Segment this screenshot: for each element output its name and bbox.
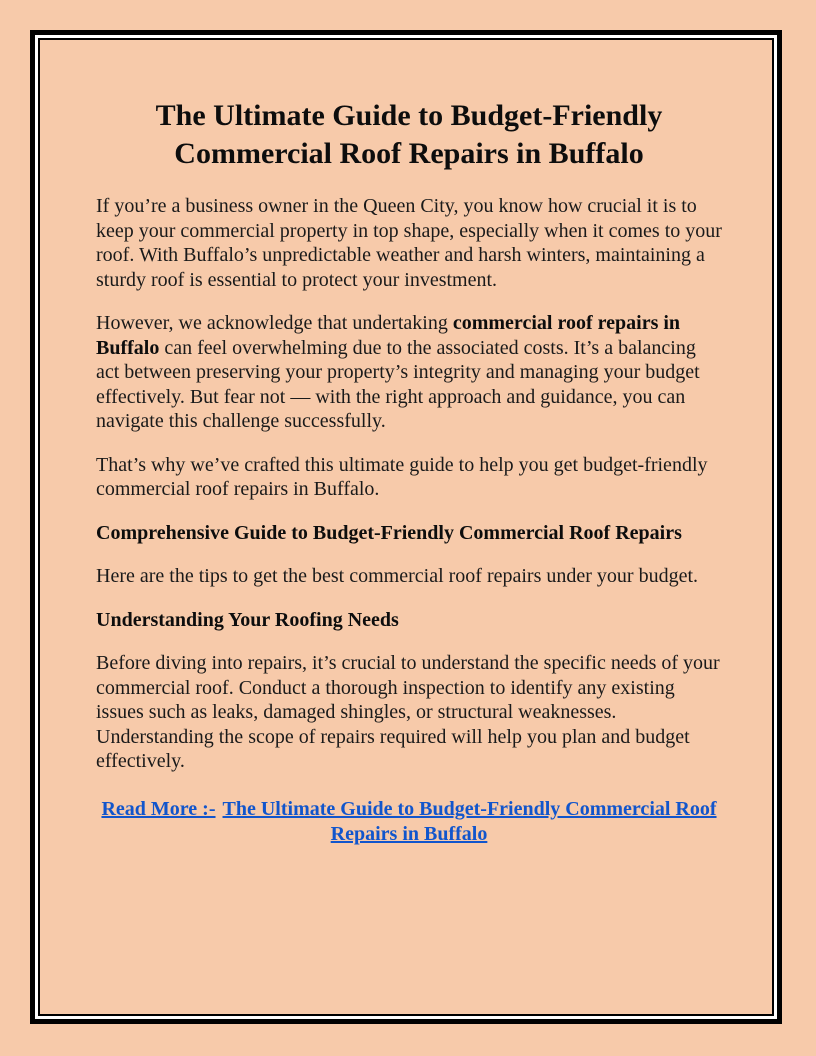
section-heading-comprehensive-guide: Comprehensive Guide to Budget-Friendly Commercial Roof Repairs (96, 521, 682, 544)
paragraph-needs: Before diving into repairs, it’s crucial to understand the specific needs of your commercial roof. Conduct a thorough inspection to identify any existing issues such as leaks, damaged shingles, or structural weaknesses. Understanding the scope of repairs required will help you plan and budget effectively. (96, 652, 720, 772)
read-more-link-text: The Ultimate Guide to Budget-Friendly Commercial Roof Repairs in Buffalo (222, 797, 717, 845)
paragraph-guide: That’s why we’ve crafted this ultimate guide to help you get budget-friendly commercial roof repairs in Buffalo. (96, 453, 708, 500)
page-content (38, 38, 774, 1016)
paragraph-costs-after: can feel overwhelming due to the associated costs. It’s a balancing act between preserving your property’s integrity and managing your budget effectively. But fear not — with the right approach and guidance, you can navigate this challenge successfully. (96, 336, 700, 432)
read-more (96, 797, 722, 847)
section-heading-roofing-needs: Understanding Your Roofing Needs (96, 608, 399, 631)
paragraph-costs-bold-phrase: commercial roof repairs in Buffalo (96, 312, 681, 359)
read-more-link[interactable] (101, 798, 716, 845)
paragraph-intro: If you’re a business owner in the Queen City, you know how crucial it is to keep your commercial property in top shape, especially when it comes to your roof. With Buffalo’s unpredictable weather and harsh winters, maintaining a sturdy roof is essential to protect your investment. (96, 195, 722, 291)
paragraph-tips: Here are the tips to get the best commercial roof repairs under your budget. (96, 565, 699, 587)
read-more-label: Read More :- (101, 797, 216, 820)
paragraph-costs (96, 311, 722, 434)
page-border-frame (30, 30, 782, 1024)
page-title: The Ultimate Guide to Budget-Friendly Commercial Roof Repairs in Buffalo (155, 99, 663, 170)
paragraph-costs-before: However, we acknowledge that undertaking (96, 312, 453, 334)
